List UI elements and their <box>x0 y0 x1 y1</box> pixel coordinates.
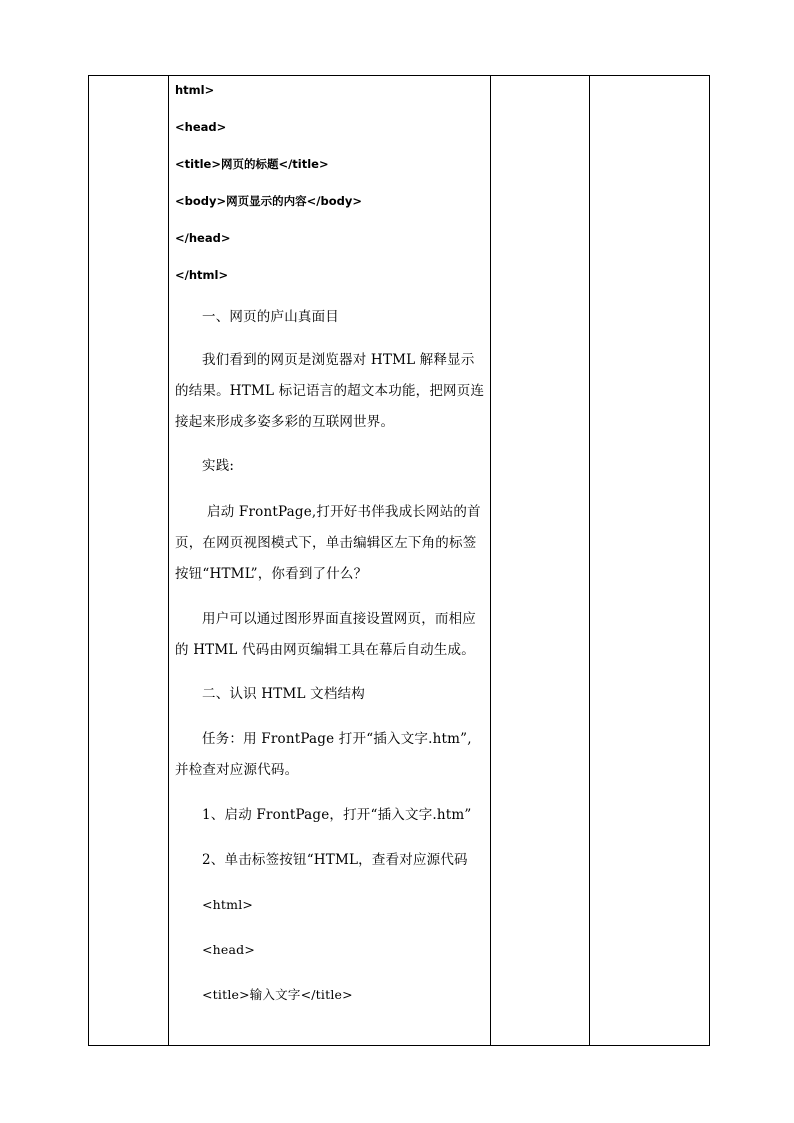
column-notes <box>590 76 710 1046</box>
task-line: 并检查对应源代码。 <box>175 762 299 778</box>
content-cell <box>169 76 490 1045</box>
code-line: </html> <box>175 268 229 282</box>
section-heading-1: 一、网页的庐山真面目 <box>202 309 339 325</box>
lesson-table <box>88 75 710 1046</box>
paragraph-line: 接起来形成多姿多彩的互联网世界。 <box>175 414 395 430</box>
column-stage <box>89 76 169 1046</box>
practice-line: 启动 FrontPage,打开好书伴我成长网站的首 <box>207 504 481 520</box>
step-line: 2、单击标签按钮“HTML，查看对应源代码 <box>202 852 468 868</box>
step-line: 1、启动 FrontPage，打开“插入文字.htm” <box>202 807 472 823</box>
paragraph-line: 的结果。HTML 标记语言的超文本功能，把网页连 <box>175 383 485 399</box>
code-line: <html> <box>202 897 254 912</box>
practice-label: 实践: <box>202 458 235 474</box>
code-line: <head> <box>175 120 227 134</box>
code-line: <head> <box>202 942 256 957</box>
column-content <box>169 76 491 1046</box>
code-line: </head> <box>175 231 231 245</box>
table-row <box>89 76 710 1046</box>
task-line: 任务：用 FrontPage 打开“插入文字.htm”, <box>202 731 472 747</box>
code-line: html> <box>175 83 215 97</box>
paragraph-line: 用户可以通过图形界面直接设置网页，而相应 <box>202 611 476 627</box>
code-line: <title>输入文字</title> <box>202 987 353 1002</box>
code-line: <title>网页的标题</title> <box>175 157 329 171</box>
paragraph-line: 的 HTML 代码由网页编辑工具在幕后自动生成。 <box>175 642 475 658</box>
section-heading-2: 二、认识 HTML 文档结构 <box>202 686 365 702</box>
column-student <box>491 76 590 1046</box>
practice-line: 按钮“HTML”，你看到了什么？ <box>175 566 368 582</box>
code-line: <body>网页显示的内容</body> <box>175 194 362 208</box>
practice-line: 页，在网页视图模式下，单击编辑区左下角的标签 <box>175 535 477 551</box>
paragraph-line: 我们看到的网页是浏览器对 HTML 解释显示 <box>202 352 475 368</box>
